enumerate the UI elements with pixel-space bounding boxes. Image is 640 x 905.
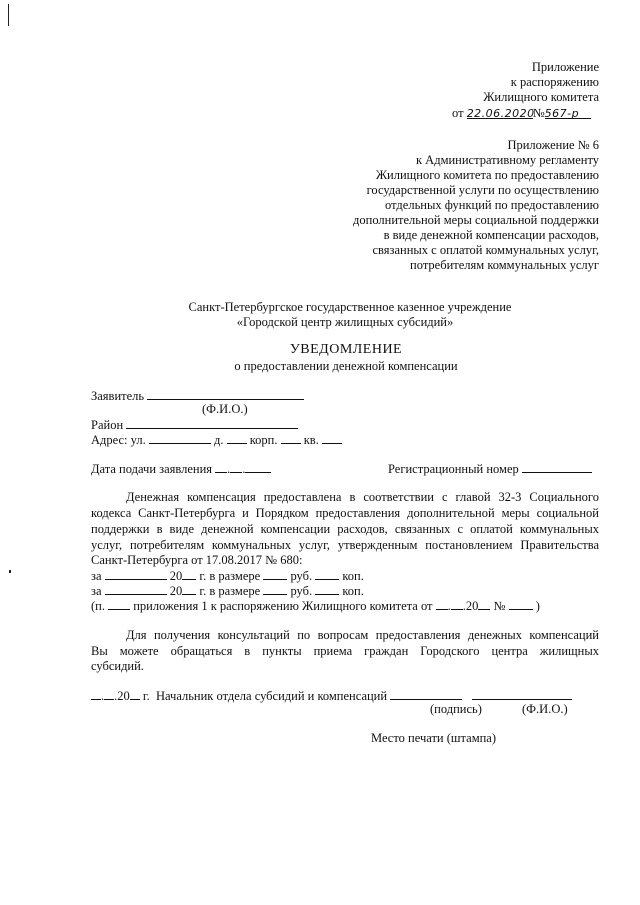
ref-month-field[interactable] (451, 598, 463, 610)
date-separator: . (447, 599, 451, 613)
period-field-1[interactable] (105, 568, 167, 580)
consult-line: Для получения консультаций по вопросам предоставления денежных компенсаций (126, 628, 599, 642)
submission-date-label: Дата подачи заявления (91, 462, 213, 476)
row-year-suffix: г. в размере (199, 584, 261, 598)
row-year: 20 (169, 584, 183, 598)
row-rub: руб. (290, 569, 313, 583)
signature-day-field[interactable] (91, 688, 101, 700)
kop-field-1[interactable] (315, 568, 339, 580)
signature-row (91, 688, 572, 703)
row-year-suffix: г. в размере (199, 569, 261, 583)
reg-number-label: Регистрационный номер (388, 462, 519, 476)
body-line: кодекса Санкт-Петербурга и Порядком предоставления дополнительной меры социальной (91, 506, 599, 520)
scan-mark-left (9, 570, 11, 573)
ref-number-field[interactable] (509, 598, 533, 610)
signature-year-field[interactable] (130, 688, 140, 700)
apartment-label: кв. (303, 433, 319, 447)
consult-line-last: субсидий. (91, 659, 144, 673)
applicant-label: Заявитель (91, 389, 145, 403)
date-separator: . (227, 462, 231, 476)
body-line: Денежная компенсация предоставлена в соответствии с главой 32-3 Социального (126, 490, 599, 504)
appendix6-line: Приложение № 6 (507, 138, 599, 152)
notice-title: УВЕДОМЛЕНИЕ (289, 342, 403, 357)
row-prefix: за (91, 569, 102, 583)
institution-line2: «Городской центр жилищных субсидий» (236, 315, 454, 329)
appendix6-line: дополнительной меры социальной поддержки (353, 213, 599, 227)
kop-field-2[interactable] (315, 583, 339, 595)
signature-year-suffix: г. (142, 689, 150, 703)
reg-number-row (388, 461, 592, 476)
appendix6-line: отдельных функций по предоставлению (385, 198, 599, 212)
ref-year: .20 (462, 599, 479, 613)
rub-field-1[interactable] (263, 568, 287, 580)
applicant-fio-caption: (Ф.И.О.) (202, 402, 248, 416)
district-row (91, 417, 298, 432)
appendix6-line: связанных с оплатой коммунальных услуг, (372, 243, 599, 257)
submission-year-field[interactable] (245, 461, 271, 473)
appendix6-line: Жилищного комитета по предоставлению (375, 168, 599, 182)
handwritten-date: 22.06.2020 (466, 107, 535, 120)
year-field-1[interactable] (182, 568, 196, 580)
stamp-place: Место печати (штампа) (371, 731, 497, 745)
payment-row-1 (91, 568, 364, 583)
appendix-date-number (452, 106, 591, 120)
street-field[interactable] (149, 432, 211, 444)
district-field[interactable] (126, 417, 298, 429)
scan-mark-top (8, 4, 9, 26)
signature-caption: (подпись) (430, 702, 482, 716)
row-kop: коп. (342, 584, 364, 598)
from-prefix: от (452, 106, 464, 120)
appendix-line3: Жилищного комитета (483, 90, 599, 104)
number-label: № (532, 106, 545, 120)
appendix6-line: к Административному регламенту (415, 153, 599, 167)
row-prefix: за (91, 584, 102, 598)
row-kop: коп. (342, 569, 364, 583)
date-separator: . (242, 462, 246, 476)
apartment-field[interactable] (322, 432, 342, 444)
ref-open: (п. (91, 599, 105, 613)
signature-fio-field[interactable] (472, 688, 572, 700)
body-line: услуг, потребителям коммунальных услуг, утвержденным постановлением Правительства (91, 538, 599, 552)
signature-field[interactable] (390, 688, 462, 700)
reg-number-field[interactable] (522, 461, 592, 473)
ref-day-field[interactable] (436, 598, 448, 610)
payment-row-2 (91, 583, 364, 598)
handwritten-number: 567-р (545, 107, 591, 119)
building-field[interactable] (281, 432, 301, 444)
reference-row (91, 598, 540, 613)
signature-month-field[interactable] (104, 688, 114, 700)
building-label: корп. (249, 433, 278, 447)
signature-fio-caption: (Ф.И.О.) (522, 702, 568, 716)
applicant-row (91, 388, 304, 403)
row-rub: руб. (290, 584, 313, 598)
ref-text: приложения 1 к распоряжению Жилищного комитета от (133, 599, 433, 613)
submission-day-field[interactable] (215, 461, 227, 473)
signature-position: Начальник отдела субсидий и компенсаций (155, 689, 388, 703)
submission-month-field[interactable] (230, 461, 242, 473)
body-line: поддержки в виде денежной компенсации расходов, связанных с оплатой коммунальных (91, 522, 599, 536)
ref-item-field[interactable] (108, 598, 130, 610)
address-label: Адрес: ул. (91, 433, 146, 447)
row-year: 20 (169, 569, 183, 583)
ref-close: ) (535, 599, 540, 613)
appendix6-line: государственной услуги по осуществлению (366, 183, 599, 197)
house-label: д. (213, 433, 224, 447)
notice-subtitle: о предоставлении денежной компенсации (234, 359, 458, 373)
institution-line1: Санкт-Петербургское государственное казенное учреждение (188, 300, 512, 314)
body-line: Санкт-Петербурга от 17.08.2017 № 680: (91, 553, 303, 567)
signature-year: .20 (114, 689, 130, 703)
ref-year-field[interactable] (478, 598, 490, 610)
appendix6-line: в виде денежной компенсации расходов, (383, 228, 599, 242)
submission-date-row (91, 461, 271, 476)
appendix-line1: Приложение (531, 60, 599, 74)
address-row (91, 432, 342, 447)
appendix6-line: потребителям коммунальных услуг (410, 258, 599, 272)
house-field[interactable] (227, 432, 247, 444)
rub-field-2[interactable] (263, 583, 287, 595)
year-field-2[interactable] (182, 583, 196, 595)
date-separator: . (101, 689, 105, 703)
period-field-2[interactable] (105, 583, 167, 595)
appendix-line2: к распоряжению (510, 75, 599, 89)
applicant-field[interactable] (147, 388, 304, 400)
consult-line: Вы можете обращаться в пункты приема граждан Городского центра жилищных (91, 644, 599, 658)
district-label: Район (91, 418, 124, 432)
ref-number: № (493, 599, 506, 613)
